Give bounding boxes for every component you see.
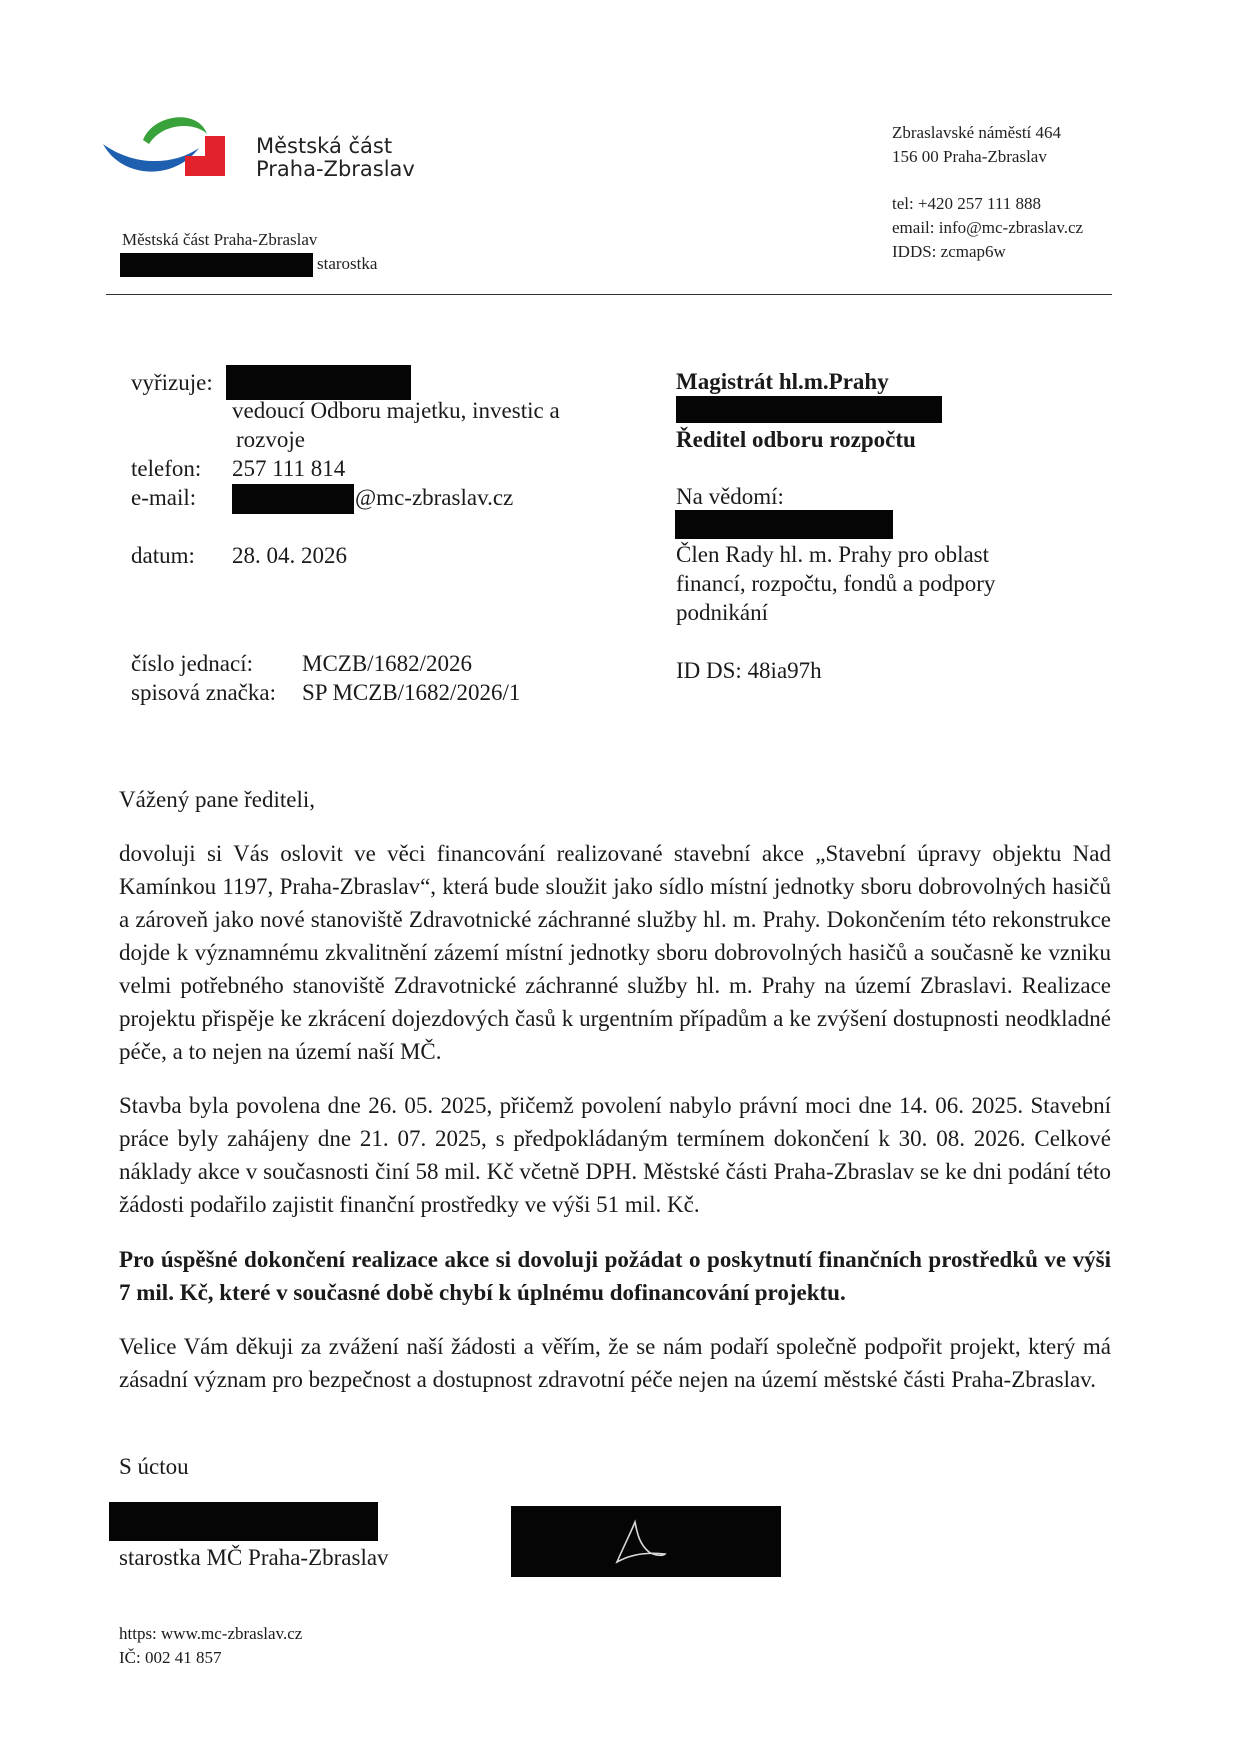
header-divider xyxy=(106,294,1112,295)
body-paragraph-2: Stavba byla povolena dne 26. 05. 2025, přičemž povolení nabylo právní moci dne 14. 06. 2025. Stavební práce byly zahájeny dne 21. 07. 2025, s předpokládaným termínem dokončení k 30. 08. 2026. Celkové náklady akce v současnosti činí 58 mil. Kč včetně DPH. Městské části Praha-Zbraslav se ke dni podání této žádosti podařilo zajistit finanční prostředky ve výši 51 mil. Kč. xyxy=(119,1093,1111,1217)
logo-text-line1: Městská část xyxy=(256,134,393,158)
redaction-block xyxy=(109,1502,378,1541)
signature-icon xyxy=(609,1518,669,1568)
handled-by-title-line2: rozvoje xyxy=(236,427,305,452)
redaction-block xyxy=(676,396,942,423)
handled-by-label: vyřizuje: xyxy=(131,370,213,395)
logo-text-line2: Praha-Zbraslav xyxy=(256,157,415,181)
salutation: Vážený pane řediteli, xyxy=(119,787,316,812)
email-label: e-mail: xyxy=(131,485,197,510)
recipient-id-ds: ID DS: 48ia97h xyxy=(676,658,822,683)
phone-value: 257 111 814 xyxy=(232,456,346,481)
address-line2: 156 00 Praha-Zbraslav xyxy=(892,147,1047,166)
closing: S úctou xyxy=(119,1454,189,1479)
contact-idds: IDDS: zcmap6w xyxy=(892,242,1006,261)
redaction-block xyxy=(120,253,313,277)
redaction-block xyxy=(226,365,411,400)
cc-title-line1: Člen Rady hl. m. Prahy pro oblast xyxy=(676,542,990,567)
date-label: datum: xyxy=(131,543,195,568)
municipality-logo-icon xyxy=(103,108,241,188)
ref-number-value: MCZB/1682/2026 xyxy=(302,651,472,676)
contact-phone: tel: +420 257 111 888 xyxy=(892,194,1042,213)
recipient-org: Magistrát hl.m.Prahy xyxy=(676,369,889,394)
address-line1: Zbraslavské náměstí 464 xyxy=(892,123,1062,142)
redaction-block xyxy=(675,510,893,539)
cc-title-line3: podnikání xyxy=(676,600,768,625)
cc-title-line2: financí, rozpočtu, fondů a podpory xyxy=(676,571,996,596)
handled-by-title-line1: vedoucí Odboru majetku, investic a xyxy=(232,398,560,423)
email-value: @mc-zbraslav.cz xyxy=(355,485,514,510)
contact-email: email: info@mc-zbraslav.cz xyxy=(892,218,1084,237)
signer-title: starostka MČ Praha-Zbraslav xyxy=(119,1545,389,1570)
body-paragraph-1: dovoluji si Vás oslovit ve věci financování realizované stavební akce „Stavební úpravy objektu Nad Kamínkou 1197, Praha-Zbraslav“, která bude sloužit jako sídlo místní jednotky sboru dobrovolných hasičů a zároveň jako nové stanoviště Zdravotnické záchranné služby hl. m. Prahy. Dokončením této rekonstrukce dojde k významnému zkvalitnění zázemí místní jednotky sboru dobrovolných hasičů a současně ke vzniku velmi potřebného stanoviště Zdravotnické záchranné služby hl. m. Prahy na území Zbraslavi. Realizace projektu přispěje ke zkrácení dojezdových časů k urgentním případům a ke zvýšení dostupnosti neodkladné péče, a to nejen na území naší MČ. xyxy=(119,841,1111,1064)
file-mark-value: SP MCZB/1682/2026/1 xyxy=(302,680,521,705)
footer-web: https: www.mc-zbraslav.cz xyxy=(119,1624,303,1643)
sender-org-name: Městská část Praha-Zbraslav xyxy=(122,230,318,249)
ref-number-label: číslo jednací: xyxy=(131,651,253,676)
footer-ic: IČ: 002 41 857 xyxy=(119,1648,222,1667)
signature-redaction xyxy=(511,1506,781,1577)
body-paragraph-request: Pro úspěšné dokončení realizace akce si dovoluji požádat o poskytnutí finančních prostředků ve výši 7 mil. Kč, které v současné době chybí k úplnému dofinancování projektu. xyxy=(119,1247,1111,1305)
cc-label: Na vědomí: xyxy=(676,484,784,509)
date-value: 28. 04. 2026 xyxy=(232,543,347,568)
phone-label: telefon: xyxy=(131,456,202,481)
recipient-title: Ředitel odboru rozpočtu xyxy=(676,427,916,452)
redaction-block xyxy=(232,484,354,514)
file-mark-label: spisová značka: xyxy=(131,680,276,705)
sender-role: starostka xyxy=(317,254,378,273)
body-paragraph-3: Velice Vám děkuji za zvážení naší žádosti a věřím, že se nám podaří společně podpořit projekt, který má zásadní význam pro bezpečnost a dostupnost zdravotní péče nejen na území městské části Praha-Zbraslav. xyxy=(119,1334,1111,1392)
